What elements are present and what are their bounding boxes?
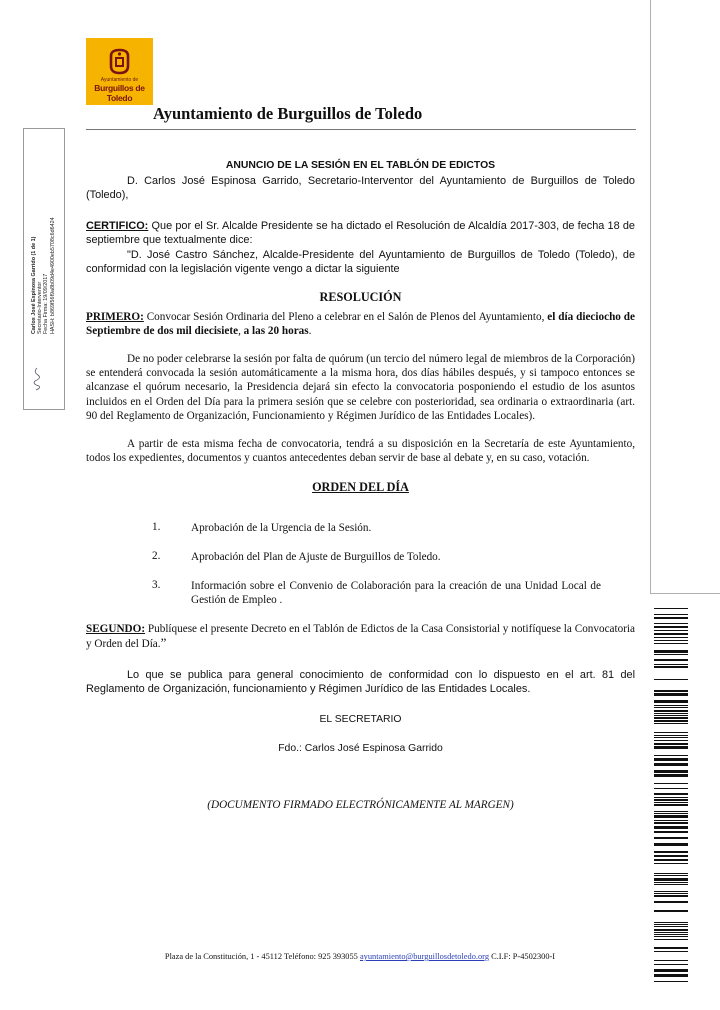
barcode-bar [654, 705, 688, 706]
barcode-bar [654, 758, 688, 761]
certifico-text: Que por el Sr. Alcalde Presidente se ha dictado el Resolución de Alcaldía 2017-303, de fecha 18 de septiembre que textualmente dice: [86, 220, 635, 247]
barcode-bar [654, 720, 688, 722]
barcode-bar [654, 811, 688, 812]
barcode-bar [654, 873, 688, 874]
barcode-bar [654, 690, 688, 692]
barcode-bar [654, 878, 688, 881]
certifico-paragraph [86, 219, 635, 247]
barcode-bar [654, 723, 688, 724]
agenda-item-number: 2. [152, 550, 161, 562]
barcode-bar [654, 831, 688, 833]
quorum-paragraph: De no poder celebrarse la sesión por falta de quórum (un tercio del número legal de miembros de la Corporación) se entenderá convocada la sesión automáticamente a la misma hora, dos días hábiles después, y si tampoco entonces se alcanzase el quórum necesario, la Presidencia dejará sin efecto la convocatoria posponiendo el estudio de los asuntos incluidos en el Orden del Día para la primera sesión que se celebre con posterioridad, sea ordinaria o extraordinaria (art. 90 del Reglamento de Organización, Funcionamiento y Régimen Jurídico de las Entidades Locales). [86, 353, 635, 422]
barcode-bar [654, 732, 688, 733]
barcode-bar [654, 626, 688, 628]
barcode-bar [654, 735, 688, 736]
barcode-bar [654, 924, 688, 925]
primero-end: . [308, 325, 312, 338]
barcode-bar [654, 901, 688, 903]
barcode-bar [654, 783, 688, 784]
barcode-bar [654, 947, 688, 949]
barcode-bar [654, 855, 688, 857]
agenda-item-text: Aprobación de la Urgencia de la Sesión. [191, 522, 372, 534]
barcode-bar [654, 910, 688, 912]
primero-text: Convocar Sesión Ordinaria del Pleno a celebrar en el Salón de Plenos del Ayuntamiento, [143, 311, 548, 323]
barcode-bar [654, 934, 688, 935]
barcode-bar [654, 932, 688, 933]
barcode-bar [654, 637, 688, 638]
barcode-bar [654, 843, 688, 846]
primero-time: a las 20 horas [243, 325, 309, 338]
secretary-title: EL SECRETARIO [319, 714, 402, 725]
signer-role: Secretario-Interventor [37, 281, 44, 334]
signature-hash: HASH: b869f56f9a8b09d4e4900eb5708c6d6424 [49, 217, 56, 334]
barcode-bar [654, 922, 688, 923]
barcode-bar [654, 893, 688, 894]
barcode-bar [654, 939, 688, 940]
signer-name: Carlos José Espinosa Garrido (1 de 1) [31, 236, 37, 334]
disposicion-paragraph: A partir de esta misma fecha de convocatoria, tendrá a su disposición en la Secretaría de este Ayuntamiento, todos los expedientes, documentos y cuantos antecedentes deban servir de base al debate y, en su caso, votación. [86, 438, 635, 465]
primero-separator: , [238, 325, 244, 338]
barcode-bar [654, 654, 688, 655]
barcode-bar [654, 929, 688, 931]
barcode-bar [654, 679, 688, 680]
barcode-bar [654, 815, 688, 818]
quote-paragraph: "D. José Castro Sánchez, Alcalde-Presidente del Ayuntamiento de Burguillos de Toledo (Toledo), de conformidad con la legislación vigente vengo a dictar la siguiente [86, 249, 635, 276]
barcode-bar [654, 630, 688, 631]
margin-rule-horizontal [650, 593, 720, 594]
signature-date: Fecha Firma: 19/09/2017 [43, 273, 50, 334]
footer-email-link[interactable]: ayuntamiento@burguillosdetoledo.org [359, 952, 490, 961]
barcode-bar [654, 964, 688, 965]
barcode-bar [654, 981, 688, 982]
page-footer [0, 952, 720, 961]
handwritten-signature-icon [30, 366, 44, 392]
announcement-heading: ANUNCIO DE LA SESIÓN EN EL TABLÓN DE EDICTOS [225, 160, 496, 171]
barcode-bar [654, 774, 688, 777]
barcode-bar [654, 659, 688, 661]
barcode-bar [654, 664, 688, 665]
intro-paragraph: D. Carlos José Espinosa Garrido, Secretario-Interventor del Ayuntamiento de Burguillos de Toledo (Toledo), [86, 175, 635, 202]
barcode-bar [654, 969, 688, 972]
barcode-bar [654, 608, 688, 609]
footer-address: Plaza de la Constitución, 1 - 45112 Teléfono: 925 393055 [164, 952, 360, 961]
signature-details [31, 74, 56, 334]
barcode-bar [654, 650, 688, 653]
barcode-bar [654, 813, 688, 814]
barcode-bar [654, 643, 688, 644]
barcode-bar [654, 859, 688, 861]
barcode-icon [654, 606, 688, 982]
barcode-bar [654, 713, 688, 714]
crest-icon [107, 48, 132, 75]
agenda-item-number: 1. [152, 521, 161, 533]
barcode-bar [654, 617, 688, 619]
barcode-bar [654, 822, 688, 824]
barcode-bar [654, 740, 688, 741]
footer-cif: C.I.F: P-4502300-I [489, 952, 556, 961]
barcode-bar [654, 804, 688, 806]
barcode-bar [654, 715, 688, 716]
barcode-bar [654, 614, 688, 615]
logo-caption-small: Ayuntamiento de [100, 77, 139, 83]
barcode-bar [654, 746, 688, 749]
resolution-heading: RESOLUCIÓN [319, 290, 402, 304]
margin-rule-vertical [650, 0, 651, 593]
barcode-bar [654, 820, 688, 821]
closing-quote-mark: ” [160, 635, 167, 651]
barcode-bar [654, 666, 688, 668]
barcode-bar [654, 737, 688, 738]
barcode-bar [654, 875, 688, 876]
electronic-signature-note: (DOCUMENTO FIRMADO ELECTRÓNICAMENTE AL MARGEN) [207, 799, 514, 811]
barcode-bar [654, 743, 688, 745]
barcode-bar [654, 863, 688, 864]
barcode-bar [654, 797, 688, 798]
organization-title: Ayuntamiento de Burguillos de Toledo [153, 104, 423, 123]
orden-heading: ORDEN DEL DÍA [312, 480, 409, 494]
primero-date: el día dieciocho de Septiembre de dos mil diecisiete [86, 311, 635, 338]
primero-label: PRIMERO: [86, 311, 144, 323]
barcode-bar [654, 793, 688, 795]
barcode-bar [654, 837, 688, 839]
secretary-signature: Fdo.: Carlos José Espinosa Garrido [278, 743, 443, 754]
barcode-bar [654, 895, 688, 897]
barcode-bar [654, 717, 688, 719]
barcode-bar [654, 891, 688, 892]
barcode-bar [654, 633, 688, 635]
barcode-bar [654, 802, 688, 803]
agenda-item-text: Aprobación del Plan de Ajuste de Burguillos de Toledo. [191, 551, 441, 563]
barcode-bar [654, 926, 688, 927]
certifico-label: CERTIFICO: [86, 220, 149, 232]
primero-paragraph [86, 310, 635, 338]
barcode-bar [654, 710, 688, 712]
header-divider [86, 129, 636, 130]
barcode-bar [654, 851, 688, 853]
logo-caption-big: Burguillos de Toledo [94, 83, 145, 103]
agenda-item-text: Información sobre el Convenio de Colaboración para la creación de una Unidad Local de Gestión de Empleo . [191, 580, 601, 607]
barcode-bar [654, 882, 688, 883]
municipality-logo [86, 38, 153, 105]
segundo-text: Publíquese el presente Decreto en el Tablón de Edictos de la Casa Consistorial y notifíquese la Convocatoria y Orden del Día. [86, 623, 635, 651]
barcode-bar [654, 623, 688, 624]
barcode-bar [654, 755, 688, 756]
barcode-bar [654, 799, 688, 801]
publication-paragraph: Lo que se publica para general conocimiento de conformidad con lo dispuesto en el art. 81 del Reglamento de Organización, funcionamiento y Régimen Jurídico de las Entidades Locales. [86, 669, 635, 696]
barcode-bar [654, 707, 688, 708]
barcode-bar [654, 770, 688, 773]
barcode-bar [654, 640, 688, 641]
barcode-bar [654, 700, 688, 703]
barcode-bar [654, 788, 688, 789]
barcode-bar [654, 884, 688, 885]
barcode-bar [654, 936, 688, 937]
barcode-bar [654, 693, 688, 696]
segundo-paragraph [86, 622, 635, 651]
segundo-label: SEGUNDO: [86, 623, 146, 635]
barcode-bar [654, 763, 688, 766]
barcode-bar [654, 974, 688, 977]
barcode-bar [654, 826, 688, 829]
agenda-item-number: 3. [152, 579, 161, 591]
